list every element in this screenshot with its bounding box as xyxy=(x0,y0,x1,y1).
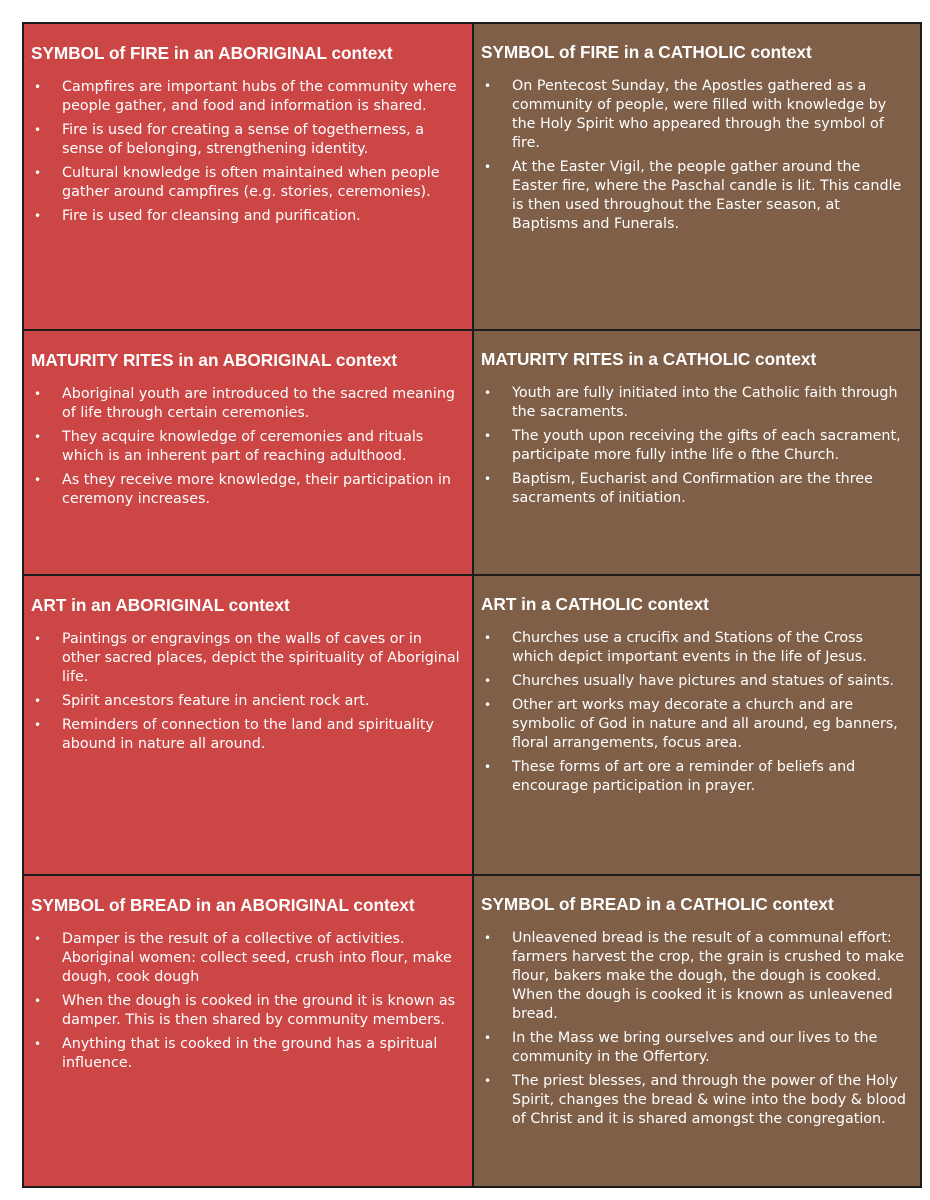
list-item: • When the dough is cooked in the ground it is known as damper. This is then shared by community members. xyxy=(34,993,456,1028)
list-item: • Cultural knowledge is often maintained when people gather around campfires (e.g. stories, ceremonies). xyxy=(34,165,440,200)
cell-title: SYMBOL of BREAD in an ABORIGINAL context xyxy=(31,895,415,915)
bullet-icon: • xyxy=(34,166,42,180)
list-item: • Churches use a crucifix and Stations of the Cross which depict important events in the life of Jesus. xyxy=(484,630,867,665)
list-item: • Baptism, Eucharist and Confirmation are the three sacraments of initiation. xyxy=(484,471,873,506)
cell-title: MATURITY RITES in a CATHOLIC context xyxy=(481,349,817,369)
cell-title: ART in an ABORIGINAL context xyxy=(31,595,290,615)
bullet-icon: • xyxy=(34,1037,42,1051)
list-item: • The youth upon receiving the gifts of each sacrament, participate more fully inthe life o fthe Church. xyxy=(484,428,901,463)
list-item: • Campfires are important hubs of the community where people gather, and food and information is shared. xyxy=(34,79,457,114)
list-item: • On Pentecost Sunday, the Apostles gathered as a community of people, were filled with knowledge by the Holy Spirit who appeared through the symbol of fire. xyxy=(484,78,887,151)
list-item: • Damper is the result of a collective of activities. Aboriginal women: collect seed, crush into flour, make dough, cook dough xyxy=(34,931,452,985)
bullet-icon: • xyxy=(484,931,492,945)
list-item: • Reminders of connection to the land and spirituality abound in nature all around. xyxy=(34,717,434,752)
list-item: • In the Mass we bring ourselves and our lives to the community in the Offertory. xyxy=(484,1030,878,1065)
bullet-list xyxy=(481,384,908,508)
bullet-icon: • xyxy=(484,674,492,688)
bullet-list xyxy=(31,385,460,509)
bullet-icon: • xyxy=(34,932,42,946)
bullet-icon: • xyxy=(34,694,42,708)
list-item: • Anything that is cooked in the ground has a spiritual influence. xyxy=(34,1036,438,1071)
list-item: • Churches usually have pictures and statues of saints. xyxy=(484,673,895,689)
bullet-icon: • xyxy=(34,80,42,94)
list-item: • At the Easter Vigil, the people gather around the Easter fire, where the Paschal candle is lit. This candle is then used throughout the Easter season, at Baptisms and Funerals. xyxy=(484,159,902,232)
bullet-list xyxy=(31,930,460,1073)
bullet-list xyxy=(481,629,908,796)
bullet-list xyxy=(481,77,908,234)
bullet-icon: • xyxy=(484,1031,492,1045)
bullet-icon: • xyxy=(34,387,42,401)
bullet-icon: • xyxy=(34,718,42,732)
cell-title: ART in a CATHOLIC context xyxy=(481,594,709,614)
bullet-icon: • xyxy=(484,79,492,93)
cell-art-aboriginal xyxy=(24,576,474,876)
cell-fire-aboriginal xyxy=(24,24,474,331)
bullet-icon: • xyxy=(34,632,42,646)
bullet-icon: • xyxy=(484,386,492,400)
list-item: • As they receive more knowledge, their participation in ceremony increases. xyxy=(34,472,451,507)
list-item: • Unleavened bread is the result of a communal effort: farmers harvest the crop, the grain is crushed to make flour, bakers make the dough, the dough is cooked. When the dough is cooked it is known as unleavened bread. xyxy=(484,930,905,1022)
bullet-icon: • xyxy=(34,430,42,444)
bullet-icon: • xyxy=(484,760,492,774)
comparison-table xyxy=(22,22,922,1188)
bullet-icon: • xyxy=(34,123,42,137)
bullet-icon: • xyxy=(484,429,492,443)
bullet-icon: • xyxy=(484,1074,492,1088)
cell-bread-catholic xyxy=(474,876,920,1186)
cell-art-catholic xyxy=(474,576,920,876)
cell-title: MATURITY RITES in an ABORIGINAL context xyxy=(31,350,398,370)
cell-title: SYMBOL of FIRE in an ABORIGINAL context xyxy=(31,43,393,63)
list-item: • The priest blesses, and through the power of the Holy Spirit, changes the bread & wine into the body & blood of Christ and it is shared amongst the congregation. xyxy=(484,1073,907,1127)
list-item: • They acquire knowledge of ceremonies and rituals which is an inherent part of reaching adulthood. xyxy=(34,429,424,464)
bullet-list xyxy=(481,929,908,1129)
cell-fire-catholic xyxy=(474,24,920,331)
bullet-list xyxy=(31,630,460,754)
cell-title: SYMBOL of BREAD in a CATHOLIC context xyxy=(481,894,834,914)
list-item: • Other art works may decorate a church and are symbolic of God in nature and all around, eg banners, floral arrangements, focus area. xyxy=(484,697,898,751)
list-item: • Youth are fully initiated into the Catholic faith through the sacraments. xyxy=(484,385,898,420)
bullet-list xyxy=(31,78,460,226)
bullet-icon: • xyxy=(484,698,492,712)
list-item: • Paintings or engravings on the walls of caves or in other sacred places, depict the spirituality of Aboriginal life. xyxy=(34,631,460,685)
list-item: • Aboriginal youth are introduced to the sacred meaning of life through certain ceremonies. xyxy=(34,386,455,421)
bullet-icon: • xyxy=(484,472,492,486)
list-item: • These forms of art ore a reminder of beliefs and encourage participation in prayer. xyxy=(484,759,856,794)
bullet-icon: • xyxy=(484,160,492,174)
bullet-icon: • xyxy=(484,631,492,645)
bullet-icon: • xyxy=(34,473,42,487)
list-item: • Fire is used for cleansing and purification. xyxy=(34,208,361,224)
cell-maturity-aboriginal xyxy=(24,331,474,576)
bullet-icon: • xyxy=(34,209,42,223)
cell-title: SYMBOL of FIRE in a CATHOLIC context xyxy=(481,42,812,62)
cell-bread-aboriginal xyxy=(24,876,474,1186)
cell-maturity-catholic xyxy=(474,331,920,576)
list-item: • Spirit ancestors feature in ancient rock art. xyxy=(34,693,370,709)
list-item: • Fire is used for creating a sense of togetherness, a sense of belonging, strengthening identity. xyxy=(34,122,425,157)
bullet-icon: • xyxy=(34,994,42,1008)
